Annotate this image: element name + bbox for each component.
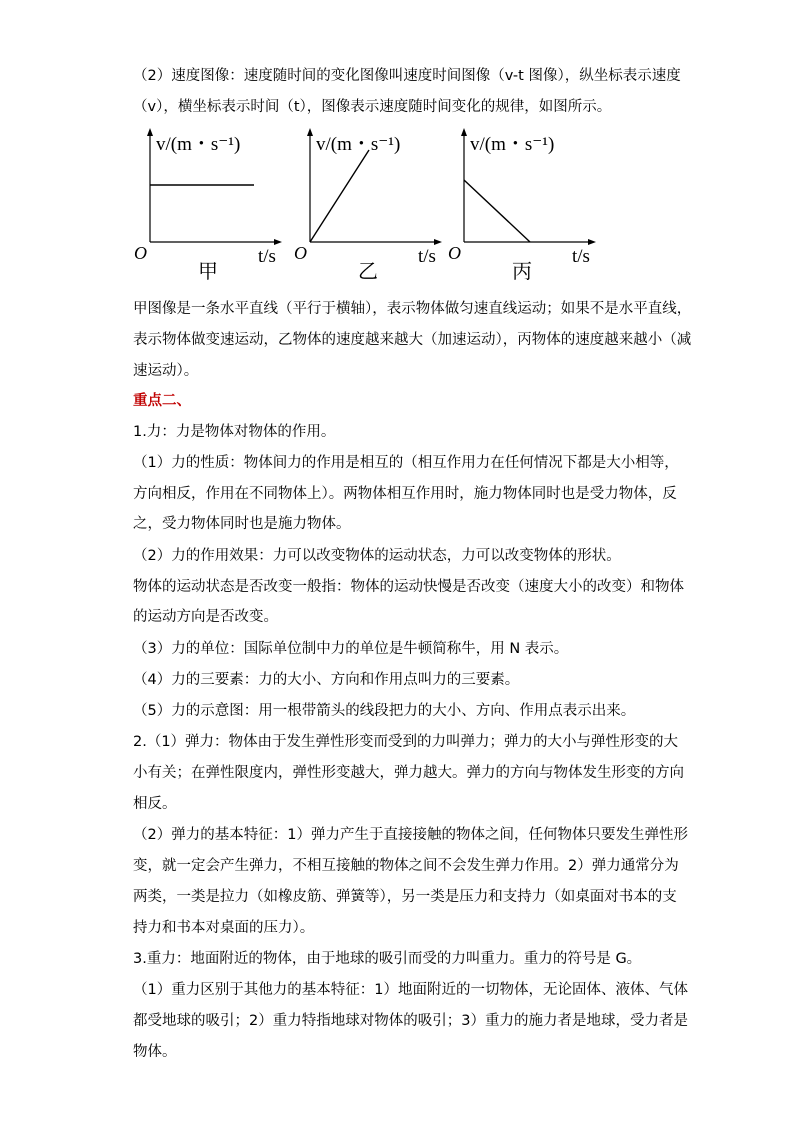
vt-graph-jia bbox=[130, 126, 290, 286]
text-line: 方向相反，作用在不同物体上）。两物体相互作用时，施力物体同时也是受力物体，反 bbox=[133, 486, 677, 502]
section-heading: 重点二、 bbox=[133, 393, 191, 409]
graph-yi-xaxis: t/s bbox=[418, 246, 436, 267]
graph-bing-caption: 丙 bbox=[512, 261, 532, 283]
text-line: 速运动）。 bbox=[133, 363, 199, 379]
text-line: （1）力的性质：物体间力的作用是相互的（相互作用力在任何情况下都是大小相等， bbox=[133, 455, 679, 471]
graph-yi-caption: 乙 bbox=[358, 261, 378, 283]
text-line: （4）力的三要素：力的大小、方向和作用点叫力的三要素。 bbox=[133, 672, 520, 688]
text-line: 的运动方向是否改变。 bbox=[133, 609, 278, 625]
text-line: 之，受力物体同时也是施力物体。 bbox=[133, 516, 351, 532]
text-line: （1）重力区别于其他力的基本特征：1）地面附近的一切物体，无论固体、液体、气体 bbox=[133, 982, 688, 998]
graph-jia-yaxis: v/(m・s⁻¹) bbox=[156, 134, 241, 155]
graph-jia-caption: 甲 bbox=[198, 261, 218, 283]
intro-line-2: （v），横坐标表示时间（t），图像表示速度随时间变化的规律，如图所示。 bbox=[133, 99, 612, 115]
vt-graph-yi bbox=[290, 126, 450, 286]
text-line: 两类，一类是拉力（如橡皮筋、弹簧等），另一类是压力和支持力（如桌面对书本的支 bbox=[133, 889, 677, 905]
text-line: （2）力的作用效果：力可以改变物体的运动状态，力可以改变物体的形状。 bbox=[133, 548, 621, 564]
graph-bing-yaxis: v/(m・s⁻¹) bbox=[470, 134, 555, 155]
text-line: 物体的运动状态是否改变一般指：物体的运动快慢是否改变（速度大小的改变）和物体 bbox=[133, 579, 684, 595]
text-line: 1.力：力是物体对物体的作用。 bbox=[133, 424, 336, 440]
text-line: （5）力的示意图：用一根带箭头的线段把力的大小、方向、作用点表示出来。 bbox=[133, 703, 636, 719]
text-line: 3.重力：地面附近的物体，由于地球的吸引而受的力叫重力。重力的符号是 G。 bbox=[133, 951, 642, 967]
text-line: （2）弹力的基本特征：1）弹力产生于直接接触的物体之间，任何物体只要发生弹性形 bbox=[133, 827, 688, 843]
graph-yi-yaxis: v/(m・s⁻¹) bbox=[316, 134, 401, 155]
graph-yi-origin: O bbox=[294, 243, 307, 263]
graph-jia-origin: O bbox=[134, 243, 147, 263]
text-line: 小有关；在弹性限度内，弹性形变越大，弹力越大。弹力的方向与物体发生形变的方向 bbox=[133, 765, 684, 781]
graph-bing-origin: O bbox=[448, 243, 461, 263]
text-line: 物体。 bbox=[133, 1044, 177, 1060]
text-line: 表示物体做变速运动，乙物体的速度越来越大（加速运动），丙物体的速度越来越小（减 bbox=[133, 332, 692, 348]
text-line: 都受地球的吸引；2）重力特指地球对物体的吸引；3）重力的施力者是地球，受力者是 bbox=[133, 1013, 688, 1029]
text-line: （3）力的单位：国际单位制中力的单位是牛顿简称牛，用 N 表示。 bbox=[133, 641, 569, 657]
text-line: 变，就一定会产生弹力，不相互接触的物体之间不会发生弹力作用。2）弹力通常分为 bbox=[133, 858, 679, 874]
graph-bing-xaxis: t/s bbox=[572, 246, 590, 267]
text-line: 2.（1）弹力：物体由于发生弹性形变而受到的力叫弹力；弹力的大小与弹性形变的大 bbox=[133, 734, 679, 750]
intro-line-1: （2）速度图像：速度随时间的变化图像叫速度时间图像（v-t 图像），纵坐标表示速度 bbox=[133, 68, 681, 84]
text-line: 甲图像是一条水平直线（平行于横轴），表示物体做匀速直线运动；如果不是水平直线， bbox=[133, 301, 692, 317]
text-line: 相反。 bbox=[133, 796, 177, 812]
text-line: 持力和书本对桌面的压力）。 bbox=[133, 920, 315, 936]
vt-graph-bing bbox=[444, 126, 604, 286]
graph-jia-xaxis: t/s bbox=[258, 246, 276, 267]
